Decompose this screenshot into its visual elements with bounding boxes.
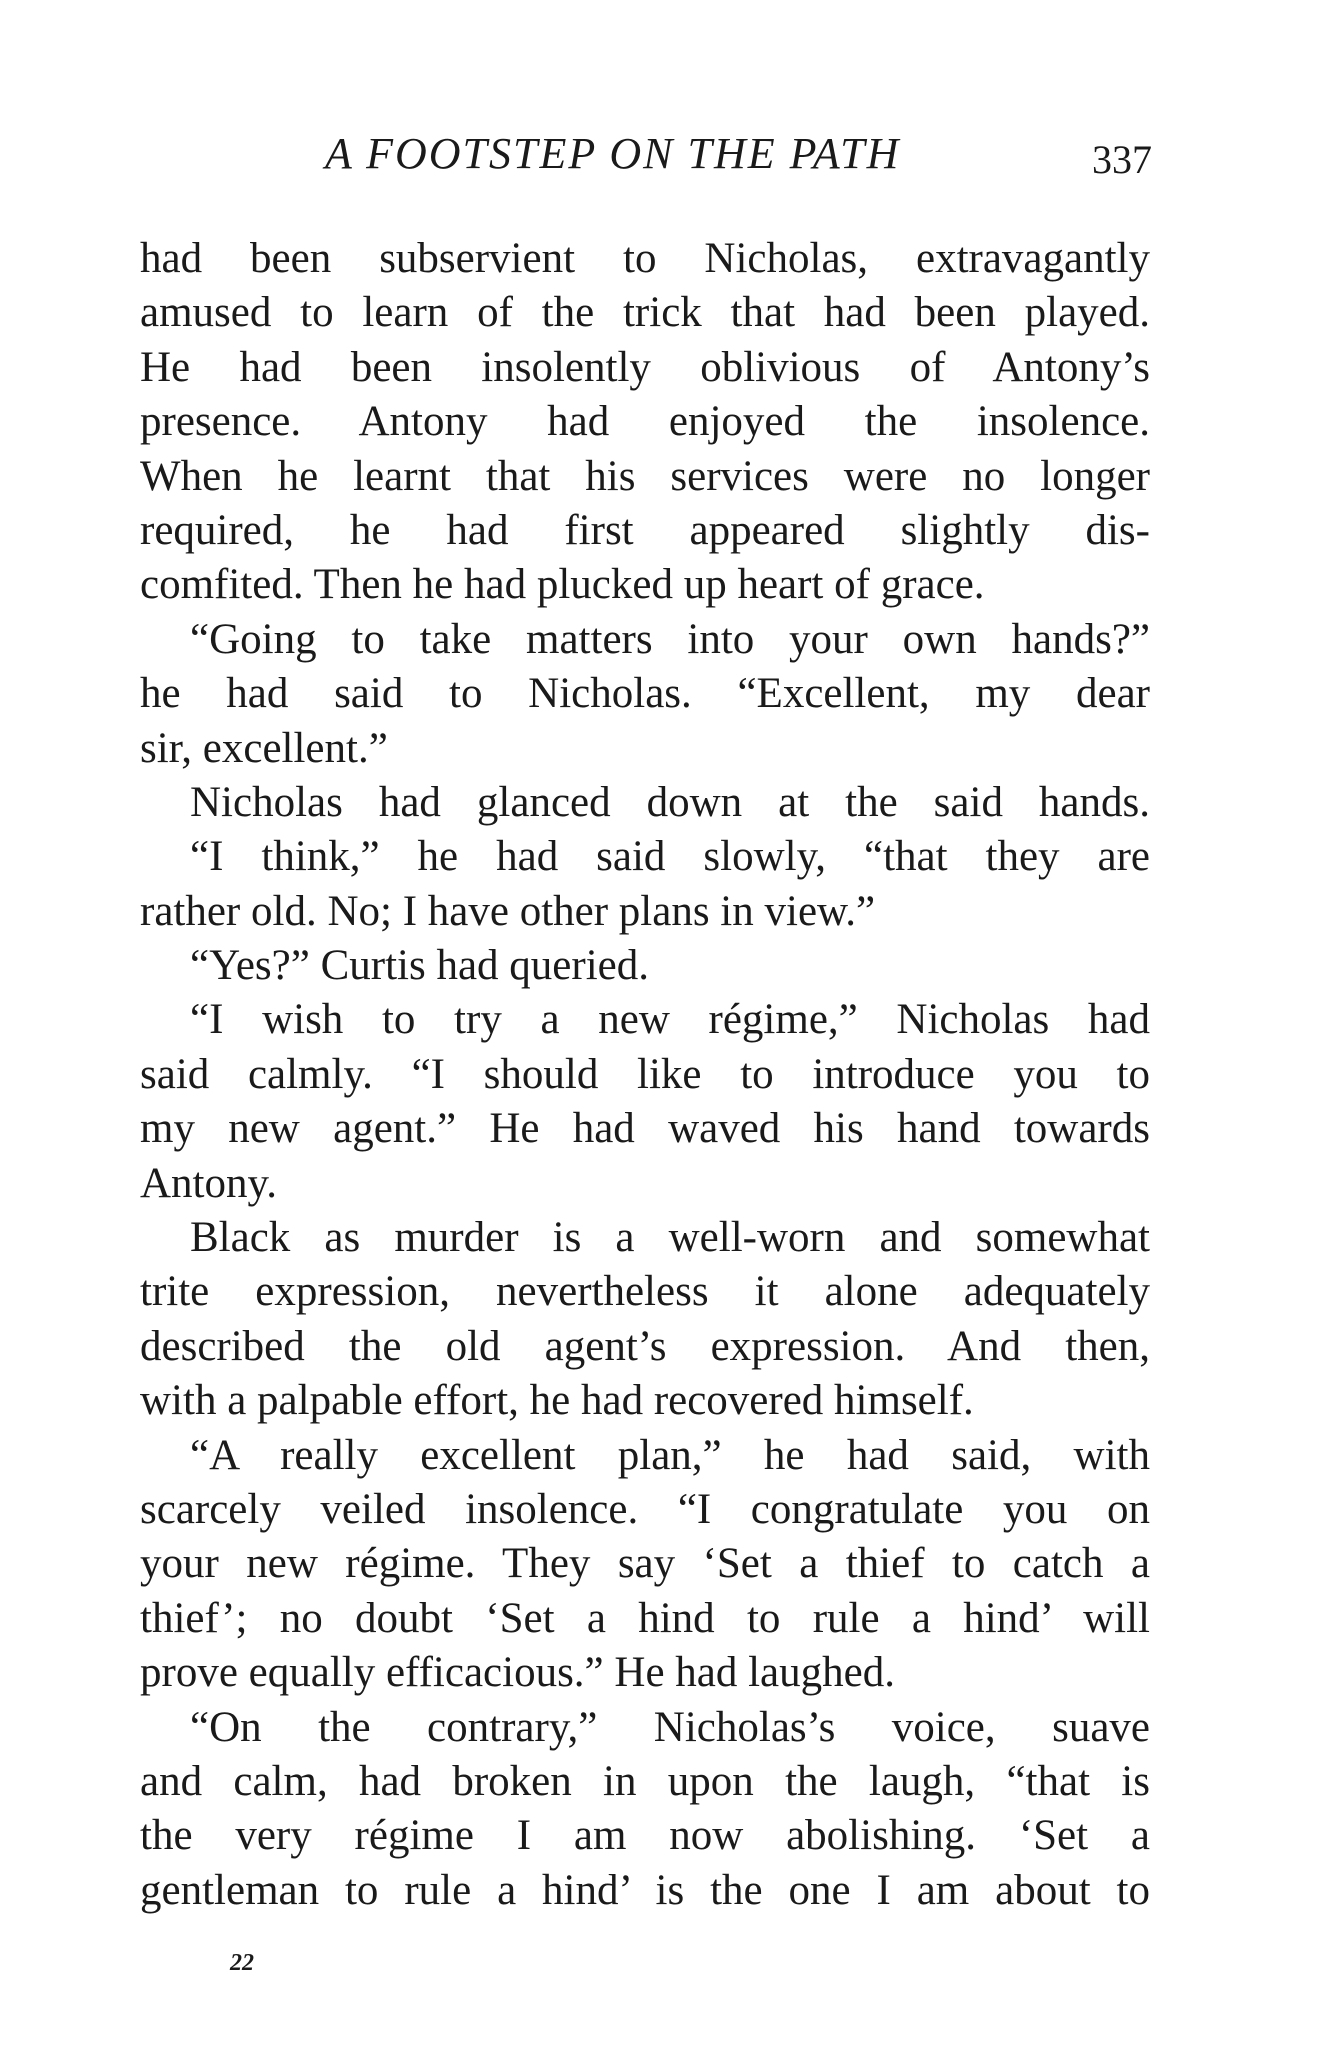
text-line: “I think,” he had said slowly, “that they are: [190, 833, 1150, 881]
text-line: had been subservient to Nicholas, extravagantly: [140, 235, 1150, 282]
running-head: [140, 128, 1160, 188]
text-line: amused to learn of the trick that had been played.: [140, 289, 1150, 337]
text-line: required, he had first appeared slightly dis-: [140, 506, 1150, 554]
text-line: described the old agent’s expression. And then,: [140, 1322, 1150, 1370]
running-title: A FOOTSTEP ON THE PATH: [325, 129, 901, 178]
text-line: When he learnt that his services were no longer: [140, 452, 1150, 500]
text-line: said calmly. “I should like to introduce you to: [140, 1050, 1150, 1098]
text-line: “Going to take matters into your own hands?”: [190, 615, 1150, 663]
text-line: the very régime I am now abolishing. ‘Set a: [140, 1812, 1150, 1860]
text-line: prove equally efficacious.” He had laughed.: [140, 1649, 895, 1697]
page-number: 337: [1092, 137, 1152, 182]
text-line: He had been insolently oblivious of Antony’s: [140, 343, 1150, 391]
text-line: with a palpable effort, he had recovered himself.: [140, 1377, 974, 1425]
body-text: [140, 232, 1150, 1918]
text-line: Antony.: [140, 1159, 277, 1207]
text-line: presence. Antony had enjoyed the insolence.: [140, 398, 1150, 446]
text-line: and calm, had broken in upon the laugh, “that is: [140, 1757, 1150, 1805]
text-line: comfited. Then he had plucked up heart of grace.: [140, 561, 985, 609]
text-line: Black as murder is a well-worn and somewhat: [190, 1214, 1150, 1262]
text-line: “A really excellent plan,” he had said, with: [190, 1431, 1150, 1479]
text-line: gentleman to rule a hind’ is the one I am about to: [140, 1866, 1150, 1914]
text-line: your new régime. They say ‘Set a thief to catch a: [140, 1540, 1150, 1588]
text-line: my new agent.” He had waved his hand towards: [140, 1105, 1150, 1153]
text-line: he had said to Nicholas. “Excellent, my dear: [140, 670, 1150, 718]
text-line: trite expression, nevertheless it alone adequately: [140, 1268, 1150, 1316]
text-line: Nicholas had glanced down at the said hands.: [190, 778, 1150, 826]
text-line: scarcely veiled insolence. “I congratulate you on: [140, 1485, 1150, 1533]
text-line: “I wish to try a new régime,” Nicholas had: [190, 996, 1150, 1044]
text-line: “On the contrary,” Nicholas’s voice, suave: [190, 1703, 1150, 1751]
text-line: “Yes?” Curtis had queried.: [190, 942, 649, 990]
signature-mark: 22: [230, 1950, 254, 1976]
text-line: sir, excellent.”: [140, 724, 388, 772]
text-line: rather old. No; I have other plans in view.”: [140, 887, 876, 935]
text-line: thief’; no doubt ‘Set a hind to rule a hind’ will: [140, 1594, 1150, 1642]
